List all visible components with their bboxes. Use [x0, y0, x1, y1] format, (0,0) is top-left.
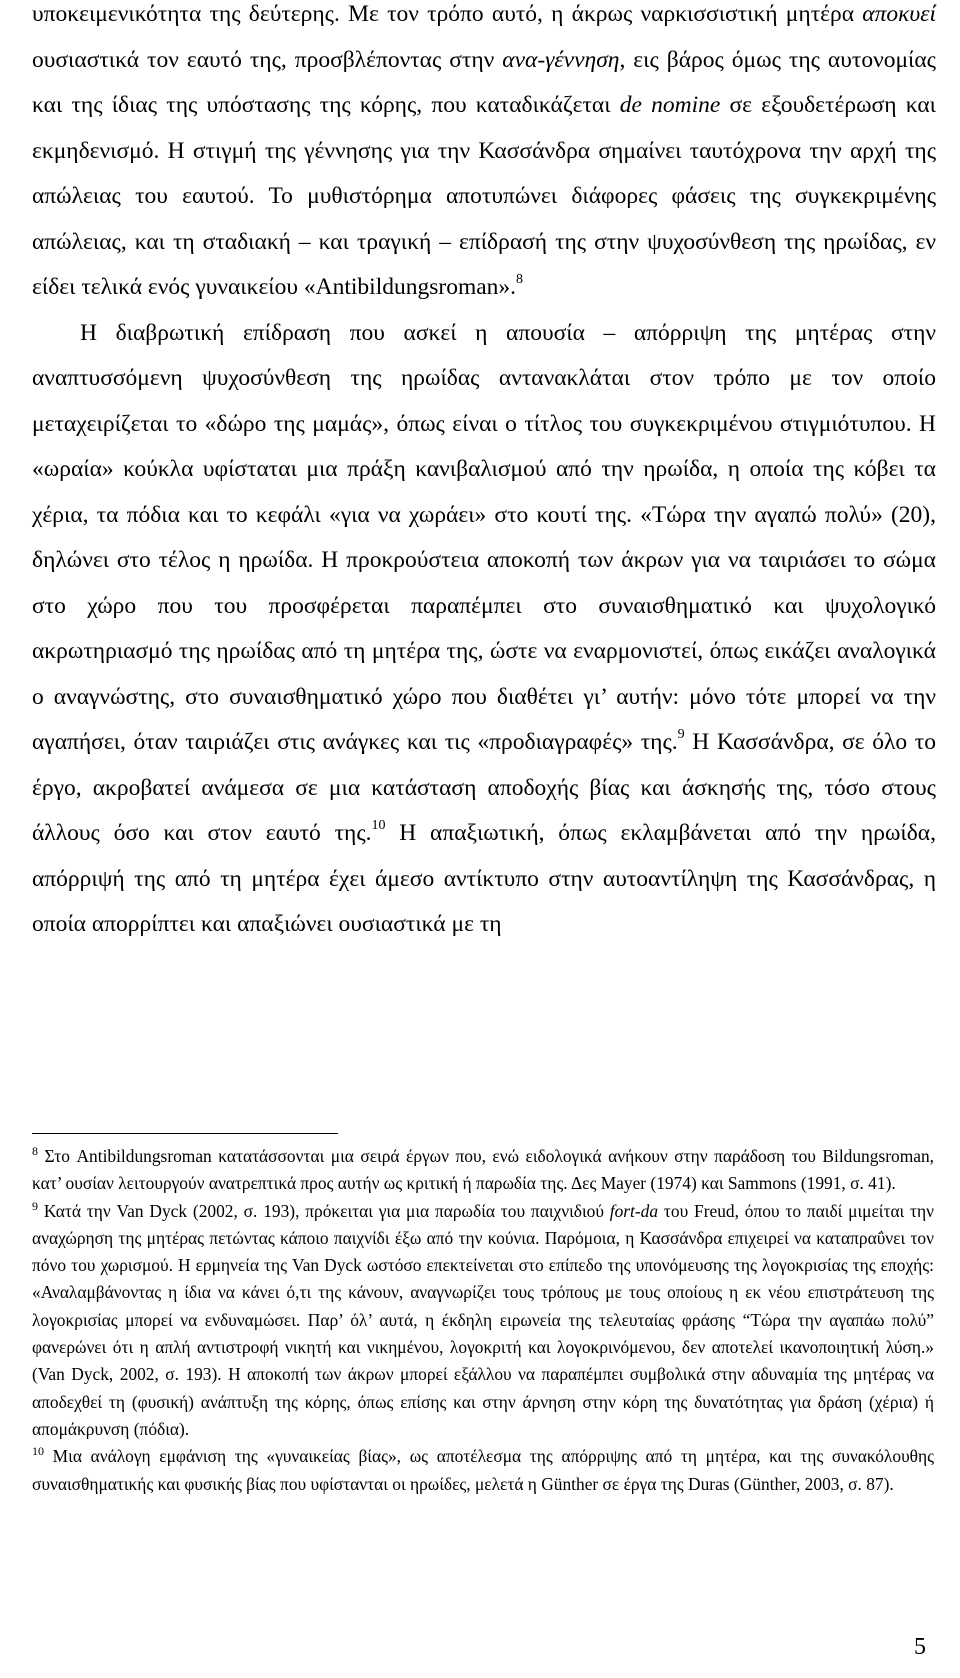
footnote-ref-8[interactable]: 8 — [516, 272, 524, 288]
footnote-10 — [32, 1443, 934, 1498]
footnote-text: Στο Antibildungsroman κατατάσσονται μια σειρά έργων που, ενώ ειδολογικά ανήκουν στην παράδοση του Bildungsroman, κατ’ ουσίαν λειτουργούν ανατρεπτικά προς αυτήν ως κριτική ή παρωδία της. Δες Mayer (1974) και Sammons (1991, σ. 41). — [32, 1146, 934, 1194]
italic-term: fort-da — [609, 1200, 659, 1221]
footnote-9 — [32, 1198, 934, 1444]
page-number: 5 — [914, 1634, 926, 1660]
footnote-ref-9[interactable]: 9 — [677, 727, 685, 743]
document-page — [32, 0, 936, 1678]
italic-term: de nomine — [619, 92, 721, 118]
footnote-8 — [32, 1143, 934, 1198]
text-run: Η Κασσάνδρα, σε όλο το έργο, ακροβατεί ανάμεσα σε μια κατάσταση αποδοχής βίας και άσκησής της, τόσο στους άλλους όσο και στον εαυτό της. — [32, 729, 936, 846]
footnote-text: Μια ανάλογη εμφάνιση της «γυναικείας βίας», ως αποτέλεσμα της απόρριψης από τη μητέρα, και της συνακόλουθης συναισθηματικής και φυσικής βίας που υφίστανται οι ηρωίδες, μελετά η Günther σε έργα της Duras (Günther, 2003, σ. 87). — [32, 1446, 934, 1494]
text-run: ουσιαστικά τον εαυτό της, προσβλέποντας στην — [32, 46, 503, 73]
text-run: σε εξουδετέρωση και εκμηδενισμό. Η στιγμή της γέννησης για την Κασσάνδρα σημαίνει ταυτόχρονα την αρχή της απώλειας του εαυτού. Το μυθιστόρημα αποτυπώνει διάφορες φάσεις της συγκεκριμένης απώλειας, και τη σταδιακή – και τραγική – επίδρασή της στην ψυχοσύνθεση της ηρωίδας, εν είδει τελικά ενός γυναικείου «Antibildungsroman». — [32, 92, 936, 300]
italic-term: αποκυεί — [862, 1, 936, 27]
text-run: υποκειμενικότητα της δεύτερης. Με τον τρόπο αυτό, η άκρως ναρκισσιστική μητέρα — [32, 1, 863, 27]
italic-term: ανα-γέννηση — [502, 46, 620, 73]
text-run: , εις βάρος όμως της αυτονομίας και της ίδιας της υπόστασης της κόρης, που καταδικάζεται — [32, 46, 936, 118]
footnote-number: 8 — [32, 1144, 38, 1159]
paragraph-2 — [32, 311, 936, 948]
main-text — [32, 0, 936, 948]
footnote-text: του Freud, όπου το παιδί μιμείται την αναχώρηση της μητέρας πετώντας κάποιο παιχνίδι έξω από την κούνια. Παρόμοια, η Κασσάνδρα επιχειρεί να καταπραΰνει τον πόνο του χωρισμού. Η ερμηνεία της Van Dyck ωστόσο επεκτείνεται στο επίπεδο της υπονόμευσης της λογοκρισίας της εποχής: «Αναλαμβάνοντας η ίδια να κάνει ό,τι της κάνουν, αναγνωρίζει τους τρόπους με τους οποίους η εκ νέου επιστράτευση της λογοκρισίας μπορεί να ενδυναμώσει. Παρ’ όλ’ αυτά, η έκδηλη ειρωνεία της τελευταίας φράσης “Τώρα την αγαπάω πολύ” φανερώνει ότι η απλή αντιστροφή νικητή και νικημένου, λογοκριτή και λογοκρινόμενου, δεν αποτελεί ικανοποιητική λύση.» (Van Dyck, 2002, σ. 193). Η αποκοπή των άκρων μπορεί εξάλλου να παραπέμπει συμβολικά στην αδυναμία της μητέρας να αποδεχθεί τη (φυσική) ανάπτυξη της κόρης, όπως επίσης και στην άρνηση στην κόρη της δυνατότητας για δράση (χέρια) ή απομάκρυνση (πόδια). — [32, 1200, 935, 1439]
footnote-ref-10[interactable]: 10 — [371, 818, 386, 834]
footnotes — [32, 1143, 934, 1498]
text-run: Η διαβρωτική επίδραση που ασκεί η απουσία – απόρριψη της μητέρας στην αναπτυσσόμενη ψυχοσύνθεση της ηρωίδας αντανακλάται στον τρόπο με τον οποίο μεταχειρίζεται το «δώρο της μαμάς», όπως είναι ο τίτλος του συγκεκριμένου στιγμιότυπου. Η «ωραία» κούκλα υφίσταται μια πράξη κανιβαλισμού από την ηρωίδα, η οποία της κόβει τα χέρια, τα πόδια και το κεφάλι «για να χωράει» στο κουτί της. «Τώρα την αγαπώ πολύ» (20), δηλώνει στο τέλος η ηρωίδα. Η προκρούστεια αποκοπή των άκρων για να ταιριάσει το σώμα στο χώρο που του προσφέρεται παραπέμπει στο συναισθηματικό και ψυχολογικό ακρωτηριασμό της ηρωίδας από τη μητέρα της, ώστε να εναρμονιστεί, όπως εικάζει αναλογικά ο αναγνώστης, στο συναισθηματικό χώρο που διαθέτει γι’ αυτήν: μόνο τότε μπορεί να την αγαπήσει, όταν ταιριάζει στις ανάγκες και τις «προδιαγραφές» της. — [32, 319, 936, 755]
footnote-number: 10 — [32, 1444, 44, 1459]
footnote-text: Κατά την Van Dyck (2002, σ. 193), πρόκειται για μια παρωδία του παιχνιδιού — [38, 1200, 610, 1221]
footnote-number: 9 — [32, 1198, 38, 1213]
paragraph-1 — [32, 0, 936, 311]
footnote-separator — [32, 1133, 338, 1134]
text-run: Η απαξιωτική, όπως εκλαμβάνεται από την ηρωίδα, απόρριψή της από τη μητέρα έχει άμεσο αντίκτυπο στην αυτοαντίληψη της Κασσάνδρας, η οποία απορρίπτει και απαξιώνει ουσιαστικά με τη — [32, 820, 936, 937]
